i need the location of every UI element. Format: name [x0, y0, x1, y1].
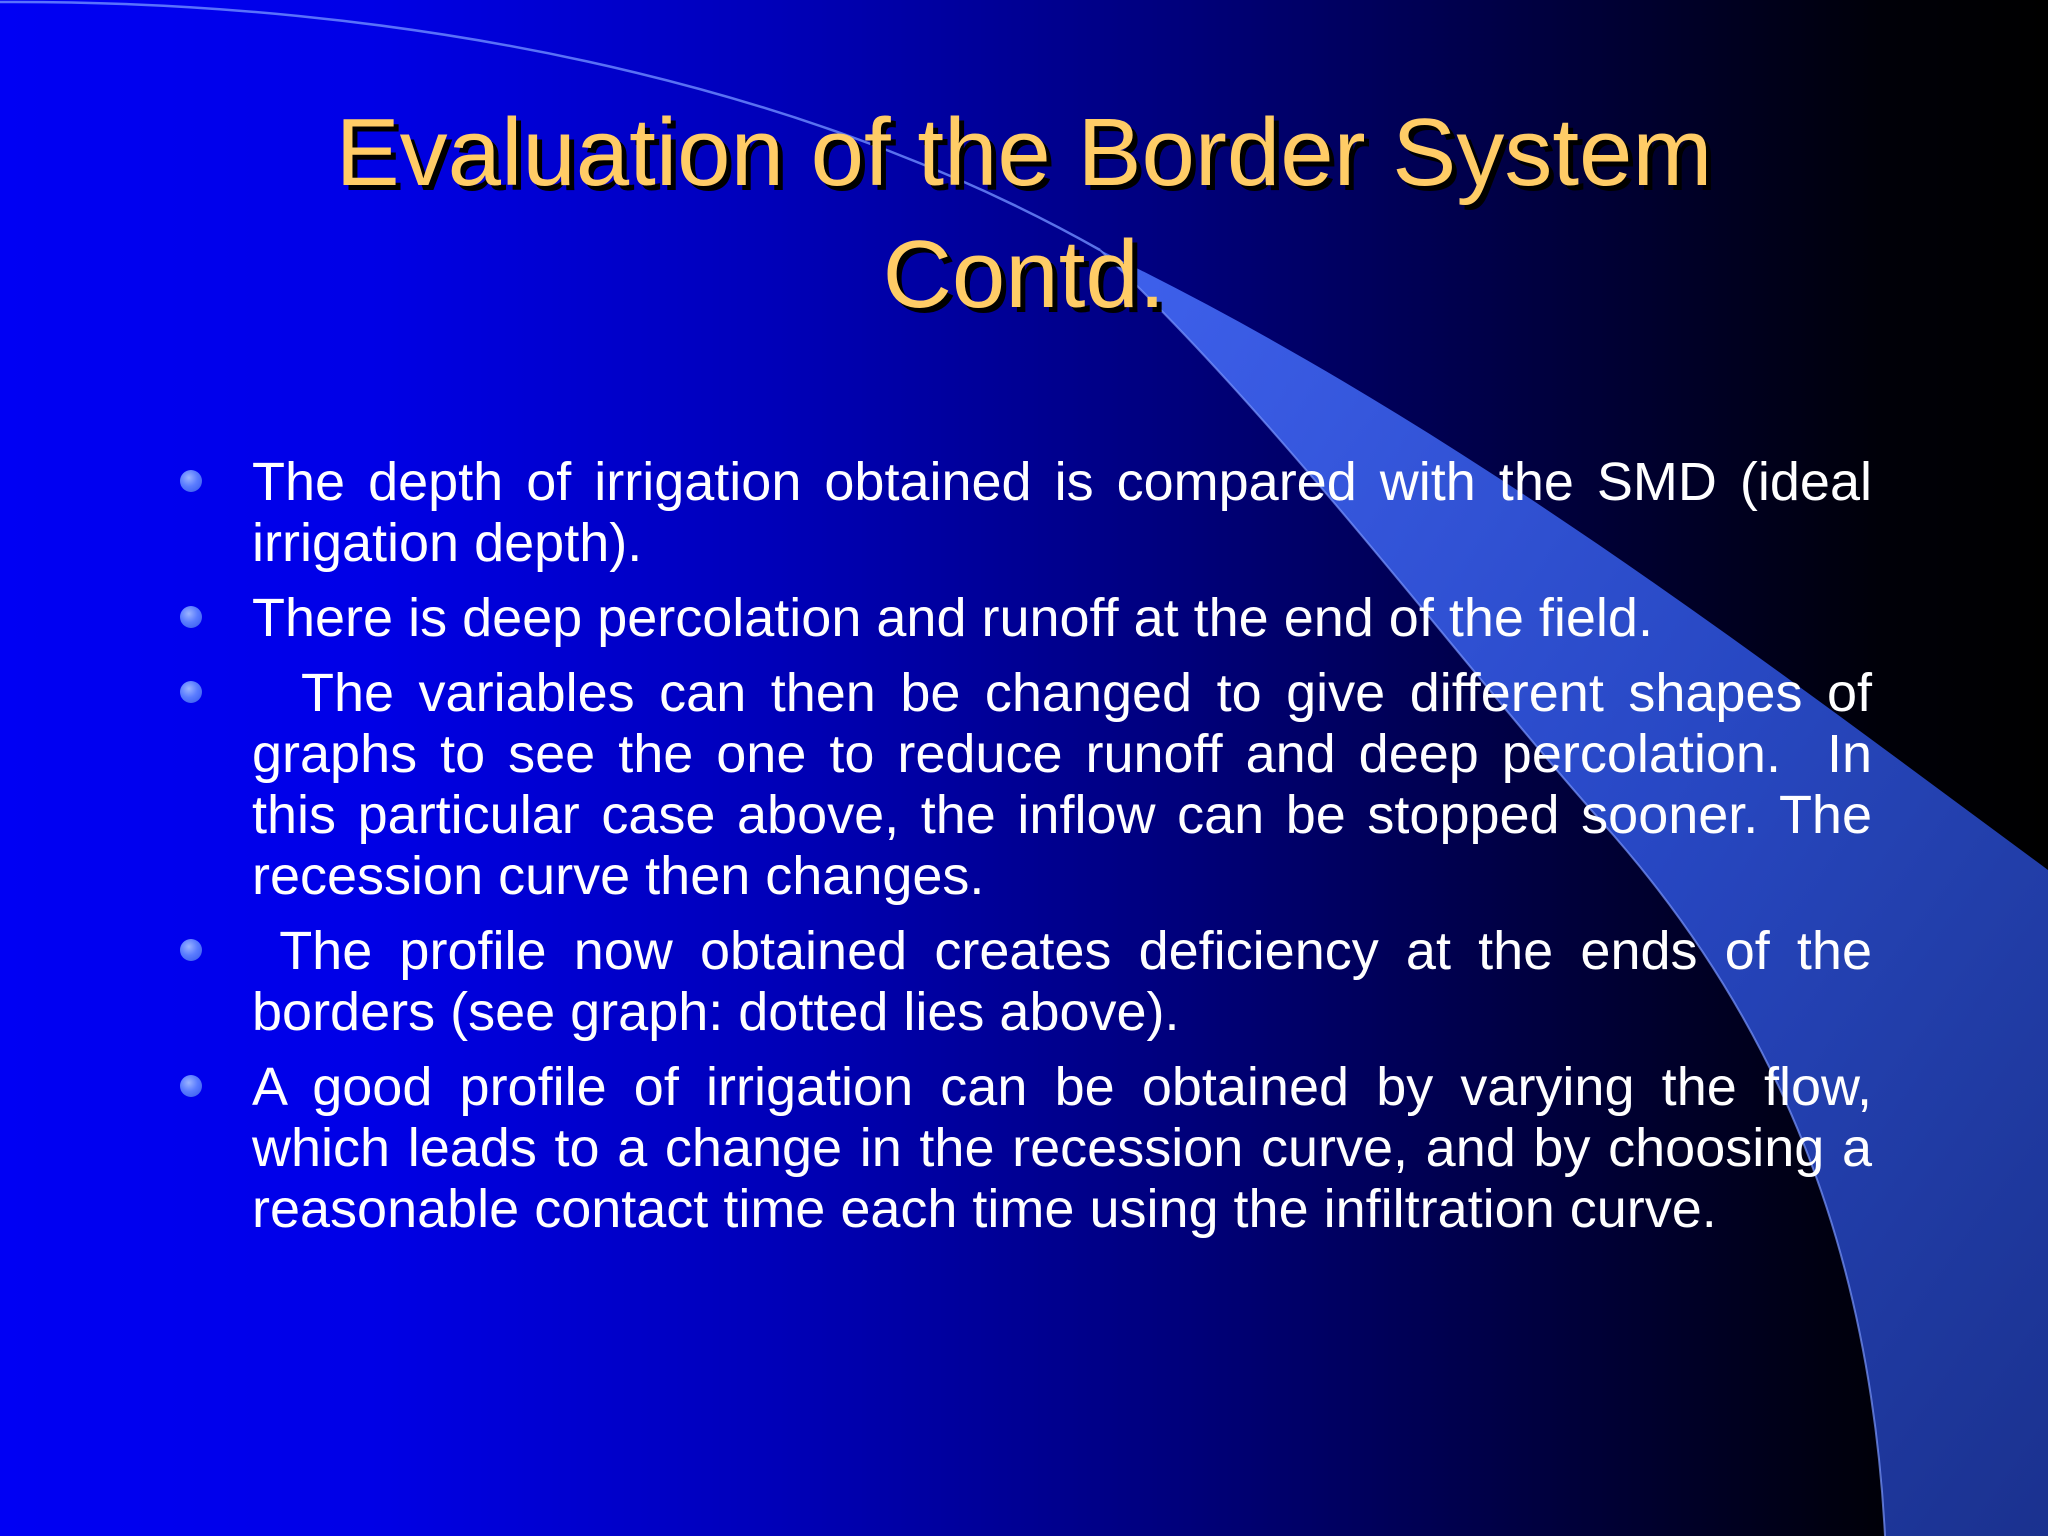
bullet-list: [172, 452, 1872, 1254]
bullet-text: The variables can then be changed to give different shapes of graphs to see the one to reduce runoff and deep percolation. In this particular case above, the inflow can be stopped sooner. The recession curve then changes.: [252, 663, 1872, 906]
bullet-dot-icon: [180, 1075, 202, 1097]
bullet-item: [172, 663, 1872, 907]
bullet-text: The depth of irrigation obtained is compared with the SMD (ideal irrigation depth).: [252, 452, 1872, 573]
bullet-dot-icon: [180, 606, 202, 628]
bullet-dot-icon: [180, 939, 202, 961]
bullet-text: There is deep percolation and runoff at the end of the field.: [252, 588, 1653, 648]
bullet-item: [172, 452, 1872, 574]
bullet-text: The profile now obtained creates deficiency at the ends of the borders (see graph: dotted lies above).: [252, 921, 1872, 1042]
bullet-text: A good profile of irrigation can be obtained by varying the flow, which leads to a change in the recession curve, and by choosing a reasonable contact time each time using the infiltration curve.: [252, 1057, 1872, 1239]
bullet-dot-icon: [180, 470, 202, 492]
bullet-item: [172, 921, 1872, 1043]
bullet-item: [172, 588, 1872, 649]
bullet-dot-icon: [180, 681, 202, 703]
bullet-item: [172, 1057, 1872, 1240]
slide-title: [150, 92, 1898, 336]
title-line-2: Contd.: [882, 221, 1166, 328]
title-line-1: Evaluation of the Border System: [335, 99, 1713, 206]
